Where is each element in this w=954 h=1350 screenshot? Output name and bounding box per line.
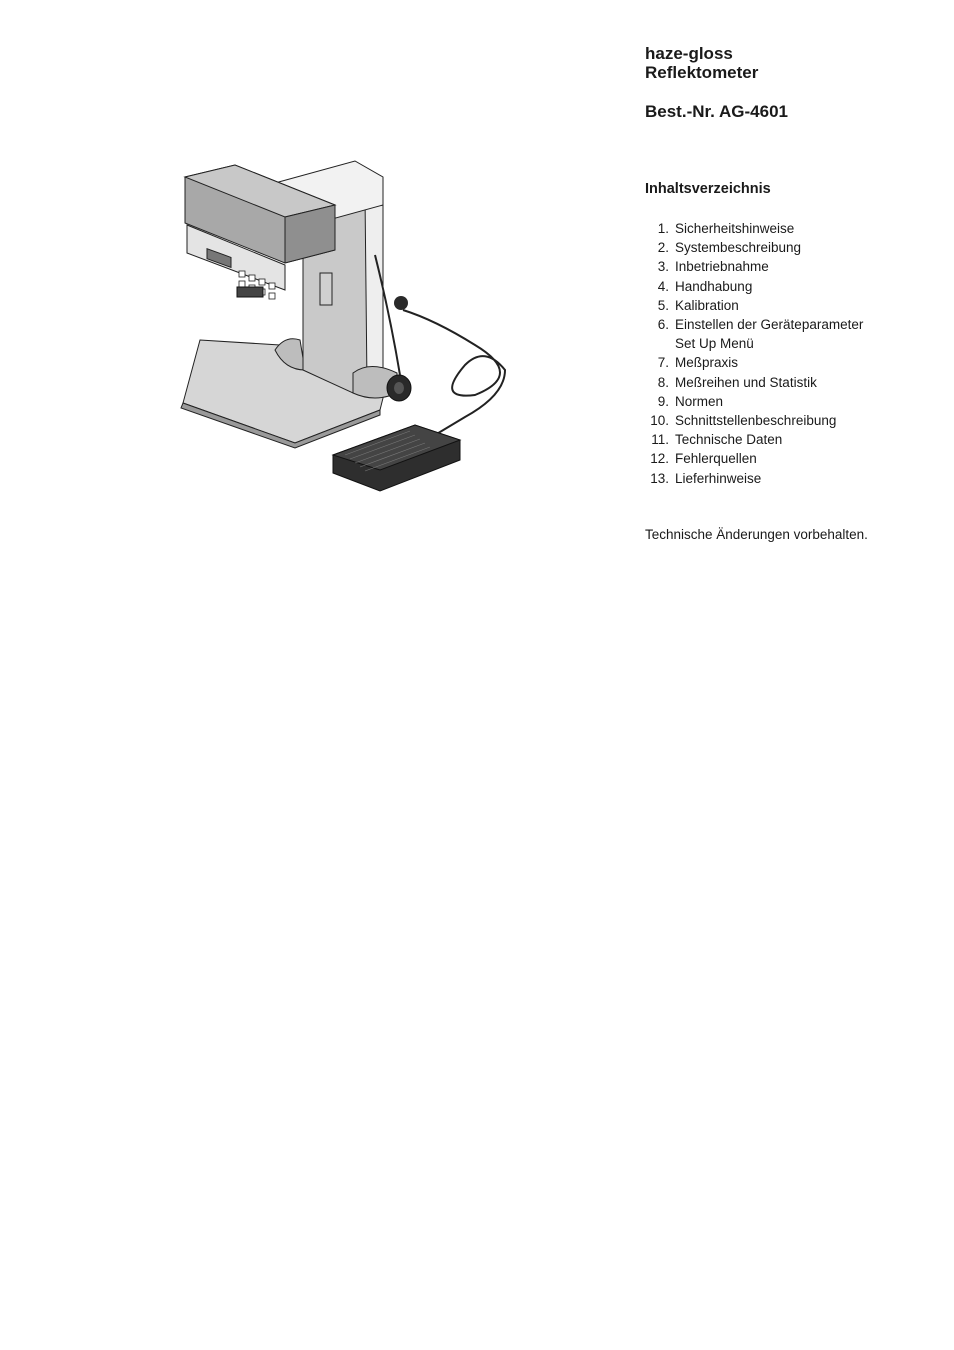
toc-item-number: 4.: [657, 278, 669, 294]
table-of-contents: [645, 219, 935, 488]
toc-item-number: 7.: [657, 355, 669, 371]
toc-item-label-multiline: [675, 315, 935, 353]
toc-item-sublabel: Set Up Menü: [675, 336, 754, 352]
product-title-line2: Reflektometer: [645, 63, 759, 82]
toc-item: [645, 315, 935, 353]
toc-item-number: 1.: [657, 221, 669, 236]
order-number: Best.-Nr. AG-4601: [645, 102, 788, 121]
toc-item: [645, 353, 935, 372]
toc-item-label: Lieferhinweise: [675, 470, 762, 486]
toc-item-number: 13.: [650, 470, 669, 486]
toc-item: [645, 277, 935, 296]
toc-item-number: 11.: [651, 432, 669, 448]
toc-item-label: Systembeschreibung: [675, 240, 802, 256]
toc-item-number: 6.: [657, 317, 669, 333]
toc-item-number: 9.: [657, 393, 669, 409]
toc-item: [645, 219, 935, 238]
toc-item-label: Sicherheitshinweise: [675, 221, 795, 236]
reflectometer-illustration: [175, 155, 520, 495]
toc-item: [645, 238, 935, 257]
toc-item-number: 12.: [650, 451, 669, 467]
toc-item-label: Einstellen der Geräteparameter: [675, 317, 864, 333]
toc-item-label: Meßpraxis: [675, 355, 739, 371]
toc-item-number: 2.: [657, 240, 669, 256]
toc-item-number: 3.: [657, 259, 669, 275]
product-title-line1: haze-gloss: [645, 44, 733, 63]
toc-item-label: Kalibration: [675, 297, 739, 313]
toc-item-label: Normen: [675, 393, 724, 409]
toc-item-number: 8.: [657, 374, 669, 390]
toc-item: [645, 257, 935, 276]
toc-heading: Inhaltsverzeichnis: [645, 181, 771, 197]
document-text: [645, 44, 935, 543]
toc-item-number: 5.: [657, 297, 669, 313]
footnote: Technische Änderungen vorbehalten.: [645, 526, 868, 542]
toc-item: [645, 469, 935, 488]
product-title: [645, 44, 935, 82]
toc-item: [645, 392, 935, 411]
toc-item-label: Inbetriebnahme: [675, 259, 769, 275]
toc-item-label: Handhabung: [675, 278, 753, 294]
toc-item-number: 10.: [650, 413, 669, 429]
toc-item: [645, 373, 935, 392]
toc-item-label: Fehlerquellen: [675, 451, 757, 467]
toc-item: [645, 449, 935, 468]
toc-item-label: Schnittstellenbeschreibung: [675, 413, 837, 429]
toc-item: [645, 430, 935, 449]
toc-item-label: Meßreihen und Statistik: [675, 374, 817, 390]
gloss-meter-on-stand-with-foot-pedal-icon: [175, 155, 520, 495]
toc-item: [645, 296, 935, 315]
toc-item: [645, 411, 935, 430]
toc-item-label: Technische Daten: [675, 432, 783, 448]
